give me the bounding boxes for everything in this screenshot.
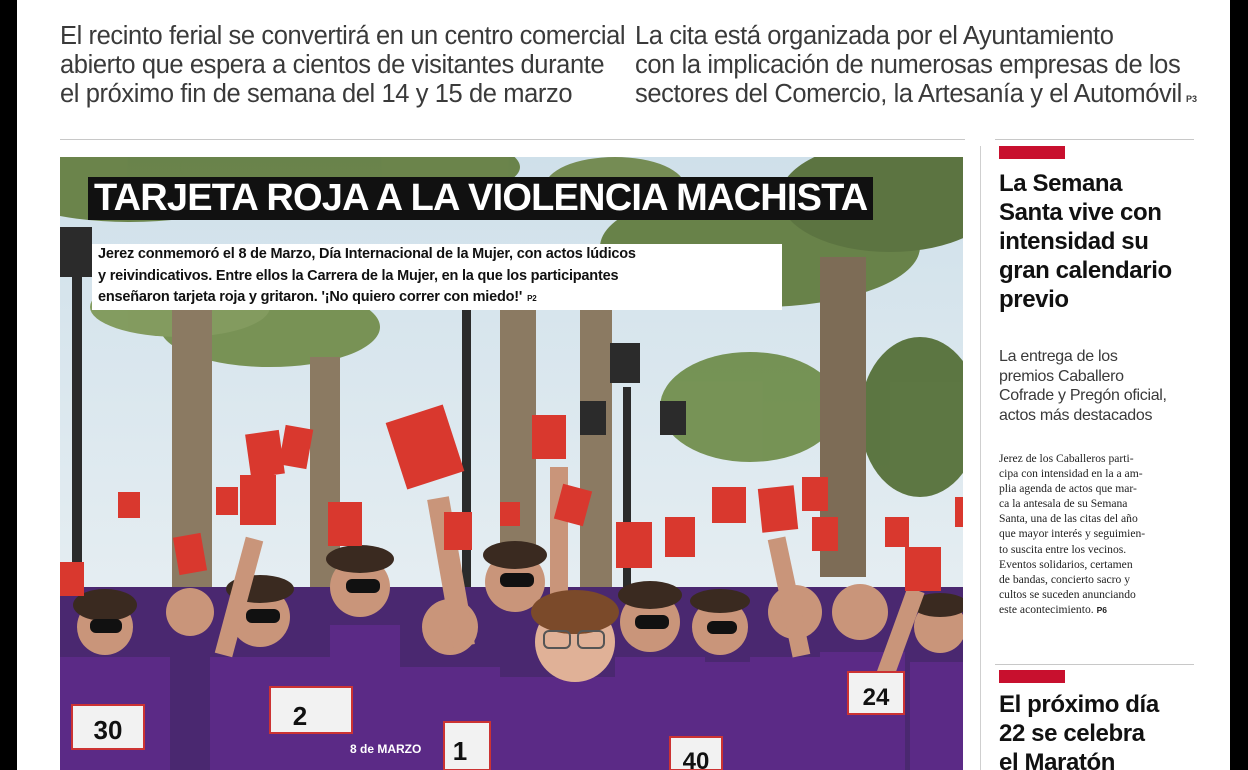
- sidebar-body-text: [999, 451, 1145, 618]
- caption-line: [92, 266, 782, 288]
- page-reference[interactable]: P3: [1185, 94, 1197, 104]
- body-line: ca la antesala de su Semana: [999, 497, 1128, 511]
- bib-number: 40: [682, 748, 710, 770]
- headline-line: Santa vive con: [999, 199, 1162, 226]
- subhead-line: La entrega de los: [999, 348, 1118, 365]
- red-card: [500, 502, 520, 526]
- red-card: [216, 487, 238, 515]
- red-card: [885, 517, 909, 547]
- deck-line: con la implicación de numerosas empresas de los: [635, 51, 1181, 79]
- top-deck-left: [60, 22, 626, 109]
- main-headline: TARJETA ROJA A LA VIOLENCIA MACHISTA: [88, 177, 873, 220]
- sidebar-headline[interactable]: [999, 169, 1172, 314]
- sidebar-top-divider: [995, 139, 1194, 140]
- headline-line: 22 se celebra: [999, 720, 1145, 747]
- sidebar-headline[interactable]: [999, 690, 1159, 770]
- subhead-line: actos más destacados: [999, 406, 1153, 424]
- red-card: [60, 562, 84, 596]
- body-line: Santa, una de las citas del año: [999, 512, 1138, 526]
- body-line: Eventos solidarios, certamen: [999, 557, 1133, 571]
- body-text: este acontecimiento.: [999, 602, 1094, 616]
- body-line: Jerez de los Caballeros parti-: [999, 452, 1134, 465]
- red-card: [444, 512, 472, 550]
- bib-number: 1: [452, 736, 468, 766]
- body-line: [999, 602, 1145, 618]
- caption-text: Jerez conmemoró el 8 de Marzo, Día Internacional de la Mujer, con actos lúdicos: [95, 246, 639, 262]
- subhead-line: premios Caballero: [999, 367, 1124, 385]
- sidebar-subhead: [999, 347, 1167, 425]
- body-line: to suscita entre los vecinos.: [999, 542, 1127, 556]
- top-deck-right: [635, 22, 1205, 114]
- bib-number: 2: [292, 701, 308, 731]
- deck-line: [635, 80, 1205, 114]
- photo-caption: [92, 244, 782, 310]
- deck-line: abierto que espera a cientos de visitantes durante: [60, 51, 605, 79]
- deck-line: El recinto ferial se convertirá en un centro comercial: [60, 22, 626, 50]
- deck-line-text: sectores del Comercio, la Artesanía y el Automóvil: [635, 80, 1182, 108]
- red-card: [802, 477, 828, 511]
- column-divider: [980, 146, 981, 770]
- shirt-print: 8 de MARZO: [350, 742, 422, 756]
- caption-line: [92, 287, 782, 310]
- red-card: [118, 492, 140, 518]
- race-bib: [270, 687, 352, 733]
- red-card: [616, 522, 652, 568]
- sidebar-mid-divider: [995, 664, 1194, 665]
- headline-line: previo: [999, 286, 1069, 313]
- deck-line: el próximo fin de semana del 14 y 15 de marzo: [60, 80, 573, 108]
- red-card: [758, 485, 798, 533]
- red-card: [532, 415, 566, 459]
- red-card: [665, 517, 695, 557]
- section-marker: [999, 670, 1065, 683]
- newspaper-front-page: [17, 0, 1230, 770]
- red-card: [240, 475, 276, 525]
- page-reference[interactable]: P6: [1096, 604, 1107, 615]
- red-card: [328, 502, 362, 546]
- subhead-line: Cofrade y Pregón oficial,: [999, 387, 1167, 404]
- headline-line: el Maratón: [999, 749, 1116, 770]
- headline-line: intensidad su: [999, 228, 1149, 255]
- page-reference[interactable]: P2: [525, 294, 539, 303]
- body-line: cultos se suceden anunciando: [999, 587, 1136, 601]
- red-card: [955, 497, 963, 527]
- body-line: que mayor interés y seguimien-: [999, 527, 1146, 541]
- red-card: [245, 430, 285, 478]
- red-card: [812, 517, 838, 551]
- caption-line: [92, 244, 782, 266]
- deck-line: La cita está organizada por el Ayuntamiento: [635, 22, 1114, 50]
- headline-line: gran calendario: [999, 257, 1172, 284]
- caption-text: y reivindicativos. Entre ellos la Carrera de la Mujer, en la que los participantes: [95, 268, 621, 284]
- main-photo: [60, 157, 963, 770]
- body-line: de bandas, concierto sacro y: [999, 572, 1131, 586]
- headline-line: La Semana: [999, 170, 1123, 197]
- body-line: plia agenda de actos que mar-: [999, 482, 1137, 496]
- red-card: [905, 547, 941, 591]
- bib-number: 30: [93, 715, 123, 745]
- headline-line: El próximo día: [999, 691, 1159, 718]
- body-line: cipa con intensidad en la a am-: [999, 467, 1143, 481]
- top-divider: [60, 139, 965, 140]
- caption-text: enseñaron tarjeta roja y gritaron. '¡No quiero correr con miedo!': [95, 289, 525, 305]
- red-card: [712, 487, 746, 523]
- bib-number: 24: [862, 684, 890, 711]
- section-marker: [999, 146, 1065, 159]
